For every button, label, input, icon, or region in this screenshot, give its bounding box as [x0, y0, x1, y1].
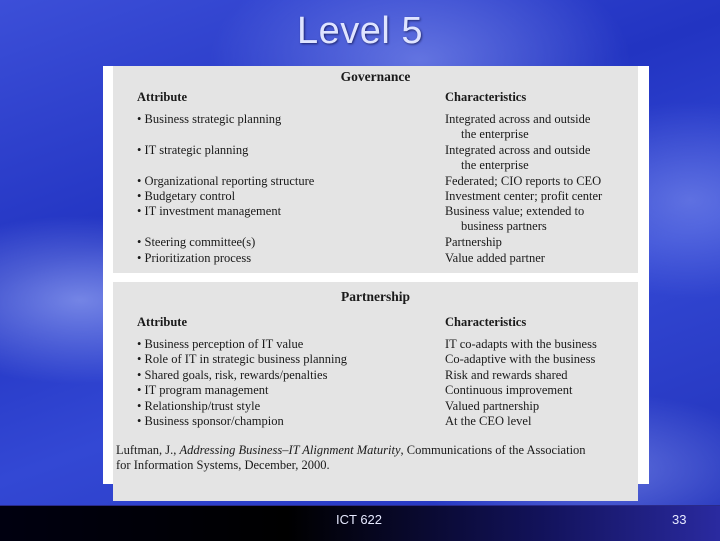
governance-attr-7: • Prioritization process [137, 251, 252, 265]
citation-author: Luftman, J., [116, 443, 180, 457]
partnership-char-3: Risk and rewards shared [445, 368, 568, 382]
footer-page-number: 33 [672, 512, 687, 527]
citation-work: Addressing Business–IT Alignment Maturity [179, 443, 401, 457]
partnership-char-5: Valued partnership [445, 399, 540, 413]
governance-characteristics-header: Characteristics [445, 90, 527, 104]
governance-char-1-line-2: the enterprise [461, 127, 529, 141]
citation-rest-1: , Communications of the Association [400, 443, 586, 457]
governance-attr-2: • IT strategic planning [137, 143, 249, 157]
partnership-char-4: Continuous improvement [445, 383, 573, 397]
governance-char-5-line-1: Business value; extended to [445, 204, 585, 218]
governance-attr-3: • Organizational reporting structure [137, 174, 315, 188]
governance-char-4: Investment center; profit center [445, 189, 603, 203]
governance-attr-4: • Budgetary control [137, 189, 236, 203]
citation [116, 443, 641, 473]
partnership-attr-1: • Business perception of IT value [137, 337, 304, 351]
governance-char-7: Value added partner [445, 251, 545, 265]
partnership-attr-6: • Business sponsor/champion [137, 414, 284, 428]
governance-char-3: Federated; CIO reports to CEO [445, 174, 602, 188]
partnership-attr-4: • IT program management [137, 383, 269, 397]
governance-char-1 [445, 112, 590, 142]
governance-char-2-line-2: the enterprise [461, 158, 529, 172]
partnership-char-6: At the CEO level [445, 414, 532, 428]
slide-footer [0, 505, 720, 541]
footer-course: ICT 622 [336, 512, 383, 527]
governance-attr-5: • IT investment management [137, 204, 282, 218]
governance-char-5-line-2: business partners [461, 219, 547, 233]
governance-char-6: Partnership [445, 235, 502, 249]
citation-rest-2: for Information Systems, December, 2000. [116, 458, 330, 472]
partnership-attr-3: • Shared goals, risk, rewards/penalties [137, 368, 328, 382]
partnership-char-1: IT co-adapts with the business [445, 337, 597, 351]
governance-attr-1: • Business strategic planning [137, 112, 282, 126]
governance-char-2 [445, 143, 590, 173]
governance-char-5 [445, 204, 584, 234]
governance-attr-6: • Steering committee(s) [137, 235, 256, 249]
governance-char-1-line-1: Integrated across and outside [445, 112, 591, 126]
governance-attribute-header: Attribute [137, 90, 187, 104]
partnership-char-2: Co-adaptive with the business [445, 352, 596, 366]
governance-panel [113, 66, 638, 273]
partnership-attr-5: • Relationship/trust style [137, 399, 261, 413]
governance-heading: Governance [340, 69, 411, 84]
partnership-heading: Partnership [341, 289, 410, 304]
partnership-attr-2: • Role of IT in strategic business planning [137, 352, 348, 366]
slide-title: Level 5 [296, 10, 424, 52]
maturity-table-image [103, 66, 649, 484]
partnership-characteristics-header: Characteristics [445, 315, 527, 329]
governance-char-2-line-1: Integrated across and outside [445, 143, 591, 157]
partnership-attribute-header: Attribute [137, 315, 187, 329]
